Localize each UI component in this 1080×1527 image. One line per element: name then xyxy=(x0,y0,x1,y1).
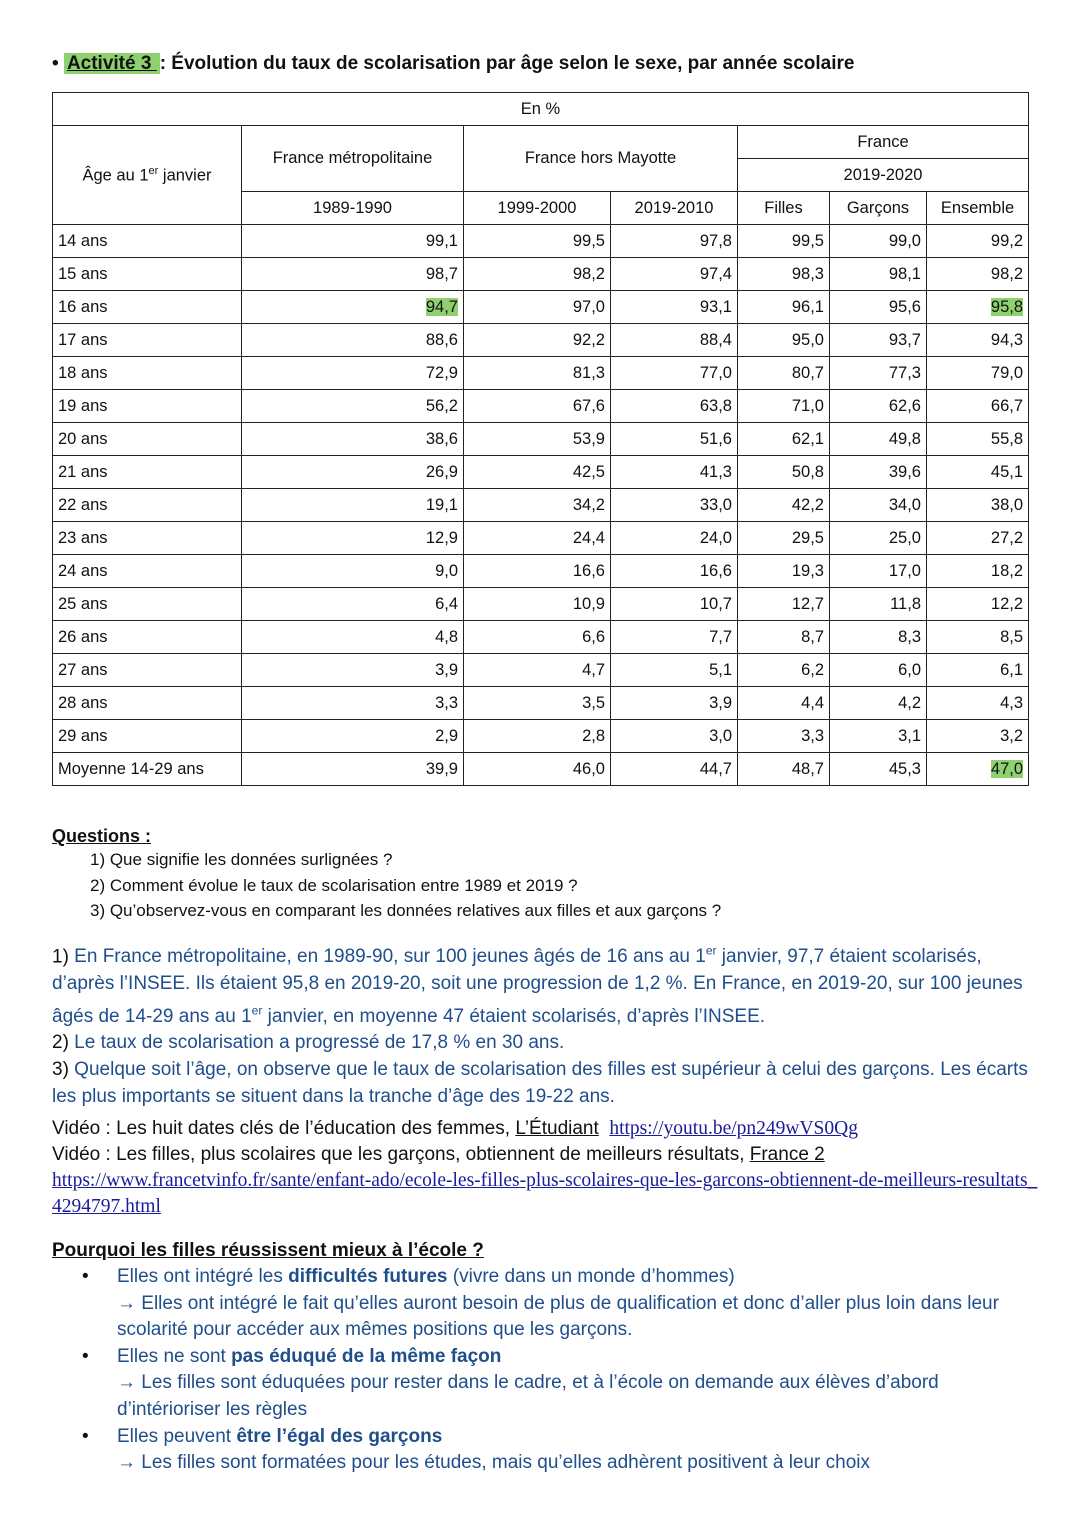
table-cell xyxy=(242,522,464,555)
table-cell xyxy=(242,291,464,324)
table-cell xyxy=(464,291,611,324)
table-cell xyxy=(830,390,927,423)
video-text: Vidéo : Les huit dates clés de l’éducation des femmes, xyxy=(52,1118,516,1139)
cell-value: 24,4 xyxy=(572,528,605,547)
table-cell xyxy=(738,555,830,588)
cell-value: 93,1 xyxy=(699,297,732,316)
table-row xyxy=(53,753,1029,786)
cell-value: 17,0 xyxy=(888,561,921,580)
cell-value: 81,3 xyxy=(572,363,605,382)
cell-value: 3,0 xyxy=(709,726,732,745)
col-header: Garçons xyxy=(830,192,927,225)
table-row xyxy=(53,588,1029,621)
question-item: 3) Qu’observez-vous en comparant les données relatives aux filles et aux garçons ? xyxy=(90,901,722,920)
table-cell xyxy=(611,720,738,753)
cell-value: 62,6 xyxy=(888,396,921,415)
table-cell xyxy=(738,258,830,291)
cell-value: 8,3 xyxy=(898,627,921,646)
table-cell xyxy=(927,522,1029,555)
item-sub: → Elles ont intégré le fait qu’elles auront besoin de plus de qualification et donc d’aller plus loin dans leur scolarité pour accéder aux mêmes positions que les garçons. xyxy=(117,1292,999,1341)
group-header-france-hors-mayotte: France hors Mayotte xyxy=(464,126,738,192)
cell-value: 67,6 xyxy=(572,396,605,415)
table-cell xyxy=(464,753,611,786)
cell-value: 88,6 xyxy=(425,330,458,349)
table-cell xyxy=(830,357,927,390)
cell-value: 34,2 xyxy=(572,495,605,514)
row-age-label: 16 ans xyxy=(53,291,242,324)
group-header-france-metropolitaine: France métropolitaine xyxy=(242,126,464,192)
table-row xyxy=(53,555,1029,588)
table-cell xyxy=(242,621,464,654)
cell-value: 4,8 xyxy=(435,627,458,646)
cell-value: 11,8 xyxy=(890,594,921,613)
table-cell xyxy=(242,456,464,489)
item-text: Elles peuvent xyxy=(117,1425,237,1447)
table-cell xyxy=(830,720,927,753)
video-link[interactable]: https://www.francetvinfo.fr/sante/enfant-ado/ecole-les-filles-plus-scolaires-que-les-garcons-obtiennent-de-meilleurs-resultats_4294797.html xyxy=(52,1170,1038,1217)
answer-number: 1) xyxy=(52,946,69,968)
cell-value: 53,9 xyxy=(572,429,605,448)
row-age-label: 25 ans xyxy=(53,588,242,621)
cell-value: 7,7 xyxy=(709,627,732,646)
cell-value: 94,7 xyxy=(425,297,458,316)
cell-value: 51,6 xyxy=(699,429,732,448)
answer-text: Le taux de scolarisation a progressé de 17,8 % en 30 ans. xyxy=(68,1032,565,1054)
table-cell xyxy=(611,324,738,357)
table-row xyxy=(53,456,1029,489)
cell-value: 3,3 xyxy=(435,693,458,712)
table-cell xyxy=(927,423,1029,456)
table-cell xyxy=(927,555,1029,588)
table-cell xyxy=(738,753,830,786)
table-cell xyxy=(242,555,464,588)
table-cell xyxy=(927,621,1029,654)
table-cell xyxy=(927,225,1029,258)
table-cell xyxy=(738,324,830,357)
cell-value: 12,9 xyxy=(425,528,458,547)
cell-value: 66,7 xyxy=(990,396,1024,415)
cell-value: 80,7 xyxy=(791,363,824,382)
cell-value: 16,6 xyxy=(699,561,732,580)
cell-value: 27,2 xyxy=(990,528,1024,547)
cell-value: 41,3 xyxy=(699,462,732,481)
table-cell xyxy=(830,555,927,588)
table-cell xyxy=(242,258,464,291)
table-cell xyxy=(927,720,1029,753)
cell-value: 79,0 xyxy=(990,363,1024,382)
table-cell xyxy=(242,489,464,522)
table-cell xyxy=(242,588,464,621)
schooling-rate-table xyxy=(52,92,1029,786)
row-age-label: 19 ans xyxy=(53,390,242,423)
cell-value: 92,2 xyxy=(572,330,605,349)
cell-value: 94,3 xyxy=(990,330,1024,349)
cell-value: 6,2 xyxy=(801,660,824,679)
cell-value: 72,9 xyxy=(425,363,458,382)
table-cell xyxy=(611,390,738,423)
cell-value: 19,3 xyxy=(791,561,824,580)
title-text: : Évolution du taux de scolarisation par âge selon le sexe, par année scolaire xyxy=(159,53,855,74)
cell-value: 3,2 xyxy=(1000,726,1024,745)
table-row xyxy=(53,720,1029,753)
row-age-label: 23 ans xyxy=(53,522,242,555)
table-cell xyxy=(611,225,738,258)
table-cell xyxy=(927,588,1029,621)
table-cell xyxy=(242,390,464,423)
row-age-label: 14 ans xyxy=(53,225,242,258)
table-cell xyxy=(611,753,738,786)
cell-value: 93,7 xyxy=(888,330,921,349)
cell-value: 12,7 xyxy=(791,594,824,613)
col-header: Filles xyxy=(738,192,830,225)
cell-value: 5,1 xyxy=(709,660,732,679)
cell-value: 33,0 xyxy=(699,495,732,514)
table-cell xyxy=(738,291,830,324)
table-row xyxy=(53,258,1029,291)
video-source: L’Étudiant xyxy=(515,1118,599,1139)
cell-value: 50,8 xyxy=(791,462,824,481)
table-cell xyxy=(464,423,611,456)
cell-value: 95,0 xyxy=(791,330,824,349)
cell-value: 42,5 xyxy=(572,462,605,481)
table-cell xyxy=(927,654,1029,687)
cell-value: 62,1 xyxy=(791,429,824,448)
list-item xyxy=(52,1264,1042,1344)
table-cell xyxy=(830,522,927,555)
item-bold: difficultés futures xyxy=(288,1266,448,1287)
table-cell xyxy=(830,423,927,456)
activity-label: Activité 3 xyxy=(64,53,160,74)
table-cell xyxy=(927,456,1029,489)
cell-value: 99,1 xyxy=(425,231,458,250)
col-header: 1999-2000 xyxy=(464,192,611,225)
cell-value: 6,1 xyxy=(1000,660,1024,679)
cell-value: 48,7 xyxy=(791,759,824,778)
table-row xyxy=(53,324,1029,357)
answer-text: En France métropolitaine, en 1989-90, sur 100 jeunes âgés de 16 ans au 1er janvier, 97,7 étaient scolarisés, d’après l’INSEE. Ils étaient 95,8 en 2019-20, soit une progression de 1,2 %. En France, en 2019-20, sur 100 jeunes âgés de 14-29 ans au 1er janvier, en moyenne 47 étaient scolarisés, d’après l’INSEE. xyxy=(52,944,1023,1027)
cell-value: 24,0 xyxy=(699,528,732,547)
table-cell xyxy=(927,390,1029,423)
table-row xyxy=(53,621,1029,654)
table-cell xyxy=(464,720,611,753)
cell-value: 95,8 xyxy=(990,297,1024,316)
cell-value: 3,3 xyxy=(801,726,824,745)
row-age-label: 21 ans xyxy=(53,456,242,489)
cell-value: 4,2 xyxy=(898,693,921,712)
table-unit: En % xyxy=(53,93,1029,126)
row-age-label: 24 ans xyxy=(53,555,242,588)
cell-value: 3,9 xyxy=(435,660,458,679)
cell-value: 4,3 xyxy=(1000,693,1024,712)
table-cell xyxy=(242,423,464,456)
question-item: 1) Que signifie les données surlignées ? xyxy=(90,850,393,869)
table-cell xyxy=(611,291,738,324)
cell-value: 99,5 xyxy=(572,231,605,250)
cell-value: 16,6 xyxy=(572,561,605,580)
list-bullet: • xyxy=(82,1266,89,1287)
table-cell xyxy=(927,687,1029,720)
cell-value: 19,1 xyxy=(425,495,458,514)
cell-value: 98,1 xyxy=(888,264,921,283)
table-row xyxy=(53,423,1029,456)
table-row xyxy=(53,357,1029,390)
cell-value: 25,0 xyxy=(888,528,921,547)
cell-value: 49,8 xyxy=(888,429,921,448)
table-cell xyxy=(927,357,1029,390)
cell-value: 99,2 xyxy=(990,231,1024,250)
table-cell xyxy=(464,324,611,357)
table-cell xyxy=(830,291,927,324)
item-text: Elles ne sont xyxy=(117,1345,232,1367)
table-cell xyxy=(927,489,1029,522)
item-bold: pas éduqué de la même façon xyxy=(231,1345,502,1367)
france-year-header: 2019-2020 xyxy=(738,159,1029,192)
table-cell xyxy=(611,489,738,522)
table-row xyxy=(53,522,1029,555)
cell-value: 99,0 xyxy=(888,231,921,250)
cell-value: 88,4 xyxy=(699,330,732,349)
table-cell xyxy=(611,423,738,456)
table-cell xyxy=(927,258,1029,291)
video-link[interactable]: https://youtu.be/pn249wVS0Qg xyxy=(609,1118,858,1139)
table-cell xyxy=(242,720,464,753)
item-sub: → Les filles sont formatées pour les études, mais qu’elles adhèrent positivent à leur choix xyxy=(117,1452,871,1474)
video-text: Vidéo : Les filles, plus scolaires que les garçons, obtiennent de meilleurs résultats, xyxy=(52,1144,750,1165)
table-cell xyxy=(611,687,738,720)
cell-value: 77,3 xyxy=(888,363,921,382)
cell-value: 97,0 xyxy=(572,297,605,316)
table-cell xyxy=(611,654,738,687)
table-row xyxy=(53,390,1029,423)
cell-value: 95,6 xyxy=(888,297,921,316)
cell-value: 98,3 xyxy=(791,264,824,283)
row-age-label: 26 ans xyxy=(53,621,242,654)
row-age-label: Moyenne 14-29 ans xyxy=(53,753,242,786)
cell-value: 3,5 xyxy=(582,693,605,712)
col-header: 1989-1990 xyxy=(242,192,464,225)
cell-value: 39,9 xyxy=(425,759,458,778)
table-cell xyxy=(464,654,611,687)
list-bullet: • xyxy=(82,1345,89,1367)
table-cell xyxy=(242,654,464,687)
cell-value: 6,4 xyxy=(435,594,458,613)
list-item xyxy=(52,1424,1042,1477)
table-cell xyxy=(242,687,464,720)
why-section xyxy=(52,1238,1042,1477)
cell-value: 42,2 xyxy=(791,495,824,514)
activity-title xyxy=(52,53,855,75)
cell-value: 98,7 xyxy=(425,264,458,283)
table-cell xyxy=(830,687,927,720)
table-cell xyxy=(927,291,1029,324)
cell-value: 26,9 xyxy=(425,462,458,481)
cell-value: 56,2 xyxy=(425,396,458,415)
table-cell xyxy=(738,720,830,753)
table-cell xyxy=(611,522,738,555)
cell-value: 34,0 xyxy=(888,495,921,514)
cell-value: 18,2 xyxy=(990,561,1024,580)
cell-value: 97,4 xyxy=(699,264,732,283)
table-cell xyxy=(464,390,611,423)
answer-number: 3) xyxy=(52,1059,69,1081)
answer-1 xyxy=(52,938,1042,1030)
table-cell xyxy=(242,357,464,390)
table-cell xyxy=(464,588,611,621)
cell-value: 96,1 xyxy=(791,297,824,316)
cell-value: 98,2 xyxy=(990,264,1024,283)
table-cell xyxy=(738,489,830,522)
table-cell xyxy=(738,423,830,456)
col-header: 2019-2010 xyxy=(611,192,738,225)
cell-value: 4,7 xyxy=(582,660,605,679)
table-row xyxy=(53,654,1029,687)
video-source: France 2 xyxy=(749,1144,825,1165)
question-item: 2) Comment évolue le taux de scolarisation entre 1989 et 2019 ? xyxy=(90,875,578,895)
table-cell xyxy=(464,225,611,258)
cell-value: 6,6 xyxy=(582,627,605,646)
cell-value: 63,8 xyxy=(699,396,732,415)
item-sub: → Les filles sont éduquées pour rester dans le cadre, et à l’école on demande aux élèves d’abord d’intérioriser les règles xyxy=(117,1372,939,1420)
row-age-label: 20 ans xyxy=(53,423,242,456)
cell-value: 8,7 xyxy=(801,627,824,646)
table-cell xyxy=(738,621,830,654)
table-cell xyxy=(927,324,1029,357)
table-cell xyxy=(464,522,611,555)
cell-value: 71,0 xyxy=(791,396,824,415)
table-cell xyxy=(464,456,611,489)
table-cell xyxy=(611,456,738,489)
table-cell xyxy=(611,621,738,654)
cell-value: 10,9 xyxy=(572,594,605,613)
cell-value: 29,5 xyxy=(791,528,824,547)
table-cell xyxy=(830,258,927,291)
why-heading: Pourquoi les filles réussissent mieux à l’école ? xyxy=(52,1240,484,1261)
answer-2 xyxy=(52,1030,1042,1057)
table-cell xyxy=(738,687,830,720)
table-row xyxy=(53,489,1029,522)
table-cell xyxy=(611,588,738,621)
item-text: Elles ont intégré les xyxy=(117,1266,289,1287)
cell-value: 39,6 xyxy=(888,462,921,481)
videos-section xyxy=(52,1116,1042,1220)
table-cell xyxy=(242,324,464,357)
cell-value: 55,8 xyxy=(990,429,1024,448)
why-list xyxy=(52,1264,1042,1477)
row-age-label: 27 ans xyxy=(53,654,242,687)
cell-value: 2,8 xyxy=(582,726,605,745)
cell-value: 3,1 xyxy=(898,726,921,745)
table-cell xyxy=(830,225,927,258)
table-cell xyxy=(464,555,611,588)
questions-section xyxy=(52,826,721,924)
cell-value: 97,8 xyxy=(699,231,732,250)
row-age-label: 28 ans xyxy=(53,687,242,720)
table-cell xyxy=(464,489,611,522)
answer-number: 2) xyxy=(52,1032,69,1054)
table-cell xyxy=(830,654,927,687)
table-cell xyxy=(611,555,738,588)
cell-value: 6,0 xyxy=(898,660,921,679)
table-cell xyxy=(738,357,830,390)
table-cell xyxy=(464,258,611,291)
answer-3 xyxy=(52,1057,1042,1110)
cell-value: 38,0 xyxy=(990,495,1024,514)
table-cell xyxy=(464,621,611,654)
cell-value: 4,4 xyxy=(801,693,824,712)
cell-value: 2,9 xyxy=(435,726,458,745)
item-bold: être l’égal des garçons xyxy=(236,1425,443,1447)
cell-value: 8,5 xyxy=(1000,627,1024,646)
video-2 xyxy=(52,1142,1042,1220)
row-age-label: 17 ans xyxy=(53,324,242,357)
cell-value: 45,3 xyxy=(888,759,921,778)
table-cell xyxy=(738,390,830,423)
table-cell xyxy=(830,588,927,621)
cell-value: 44,7 xyxy=(699,759,732,778)
cell-value: 10,7 xyxy=(699,594,732,613)
answer-text: Quelque soit l’âge, on observe que le taux de scolarisation des filles est supérieur à celui des garçons. Les écarts les plus importants se situent dans la tranche d’âge des 19-22 ans. xyxy=(52,1059,1028,1107)
list-bullet: • xyxy=(82,1425,89,1447)
answers-section xyxy=(52,938,1042,1110)
table-cell xyxy=(464,357,611,390)
video-1 xyxy=(52,1116,1042,1142)
table-cell xyxy=(242,753,464,786)
table-cell xyxy=(927,753,1029,786)
table-cell xyxy=(611,357,738,390)
cell-value: 98,2 xyxy=(572,264,605,283)
col-header: Ensemble xyxy=(927,192,1029,225)
table-cell xyxy=(738,588,830,621)
row-age-label: 18 ans xyxy=(53,357,242,390)
cell-value: 12,2 xyxy=(990,594,1024,613)
list-item xyxy=(52,1344,1042,1424)
table-cell xyxy=(738,654,830,687)
group-header-france: France xyxy=(738,126,1029,159)
row-age-label: 15 ans xyxy=(53,258,242,291)
cell-value: 46,0 xyxy=(572,759,605,778)
row-age-label: 22 ans xyxy=(53,489,242,522)
table-row xyxy=(53,225,1029,258)
age-header: Âge au 1er janvier xyxy=(53,126,242,225)
cell-value: 77,0 xyxy=(699,363,732,382)
cell-value: 9,0 xyxy=(435,561,458,580)
table-cell xyxy=(830,324,927,357)
table-cell xyxy=(830,753,927,786)
title-bullet: • xyxy=(52,53,59,74)
table-row xyxy=(53,291,1029,324)
table-cell xyxy=(464,687,611,720)
cell-value: 45,1 xyxy=(990,462,1024,481)
table-cell xyxy=(738,522,830,555)
table-row xyxy=(53,687,1029,720)
table-cell xyxy=(830,621,927,654)
item-text: (vivre dans un monde d’hommes) xyxy=(447,1266,735,1287)
cell-value: 3,9 xyxy=(709,693,732,712)
questions-heading: Questions : xyxy=(52,826,152,846)
table-cell xyxy=(830,489,927,522)
table-cell xyxy=(830,456,927,489)
table-cell xyxy=(738,225,830,258)
cell-value: 99,5 xyxy=(791,231,824,250)
cell-value: 47,0 xyxy=(990,759,1024,778)
table-cell xyxy=(242,225,464,258)
table-cell xyxy=(611,258,738,291)
row-age-label: 29 ans xyxy=(53,720,242,753)
table-cell xyxy=(738,456,830,489)
cell-value: 38,6 xyxy=(425,429,458,448)
